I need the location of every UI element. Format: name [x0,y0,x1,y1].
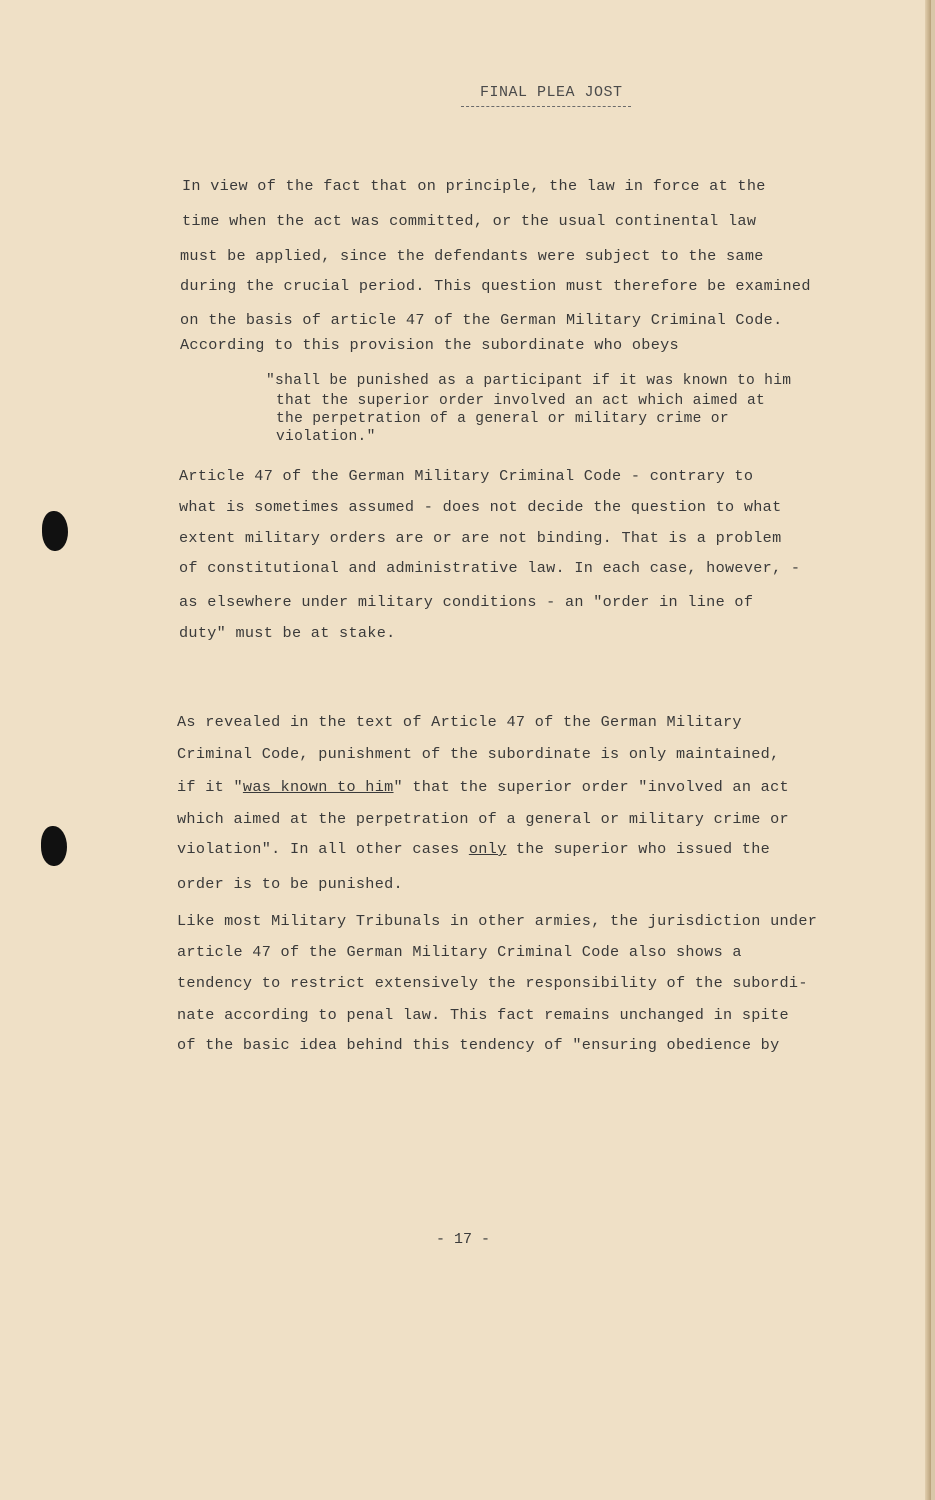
paragraph-3-line-3-end: " that the superior order "involved an act [393,778,789,796]
underlined-word-only: only [468,840,507,858]
paragraph-3-line-1: As revealed in the text of Article 47 of the German Military [177,713,742,731]
paragraph-1-line-1: In view of the fact that on principle, the law in force at the [182,177,766,195]
paragraph-3-line-5 [177,840,770,858]
paragraph-3-line-3-start: if it " [177,778,243,796]
paragraph-4-line-3: tendency to restrict extensively the responsibility of the subordi- [177,974,808,992]
paragraph-1-line-5: on the basis of article 47 of the German Military Criminal Code. [180,311,783,329]
paragraph-3-line-5-end: the superior who issued the [506,840,771,858]
paragraph-2-line-6: duty" must be at stake. [179,624,396,642]
paragraph-1-line-6: According to this provision the subordinate who obeys [180,336,679,354]
paragraph-2-line-5: as elsewhere under military conditions - an "order in line of [179,593,754,611]
paragraph-4-line-2: article 47 of the German Military Criminal Code also shows a [177,943,742,961]
quote-line-1: "shall be punished as a participant if it was known to him [266,373,792,389]
paragraph-2-line-3: extent military orders are or are not binding. That is a problem [179,529,782,547]
paragraph-3-line-5-start: violation". In all other cases [177,840,469,858]
paragraph-4-line-4: nate according to penal law. This fact remains unchanged in spite [177,1006,789,1024]
quote-line-2: that the superior order involved an act which aimed at [276,393,766,409]
paragraph-2-line-4: of constitutional and administrative law. In each case, however, - [179,559,801,577]
paragraph-4-line-5: of the basic idea behind this tendency of "ensuring obedience by [177,1036,780,1054]
punch-hole-top [42,511,68,551]
paragraph-2-line-1: Article 47 of the German Military Criminal Code - contrary to [179,467,754,485]
paragraph-3-line-3 [177,778,789,796]
punch-hole-bottom [41,826,67,866]
paragraph-4-line-1: Like most Military Tribunals in other armies, the jurisdiction under [177,912,818,930]
underlined-phrase-was-known: was known to him [242,778,394,796]
paragraph-3-line-2: Criminal Code, punishment of the subordinate is only maintained, [177,745,780,763]
paragraph-1-line-2: time when the act was committed, or the usual continental law [182,212,757,230]
title-underline [461,106,631,107]
paragraph-3-line-4: which aimed at the perpetration of a general or military crime or [177,810,789,828]
quote-line-4: violation." [276,429,376,445]
paragraph-1-line-3: must be applied, since the defendants were subject to the same [180,247,764,265]
page-edge [925,0,931,1500]
paragraph-2-line-2: what is sometimes assumed - does not decide the question to what [179,498,782,516]
page-title: FINAL PLEA JOST [480,84,623,101]
quote-line-3: the perpetration of a general or military crime or [276,411,729,427]
paragraph-1-line-4: during the crucial period. This question must therefore be examined [180,277,811,295]
paragraph-3-line-6: order is to be punished. [177,875,403,893]
page-number: - 17 - [436,1231,491,1248]
